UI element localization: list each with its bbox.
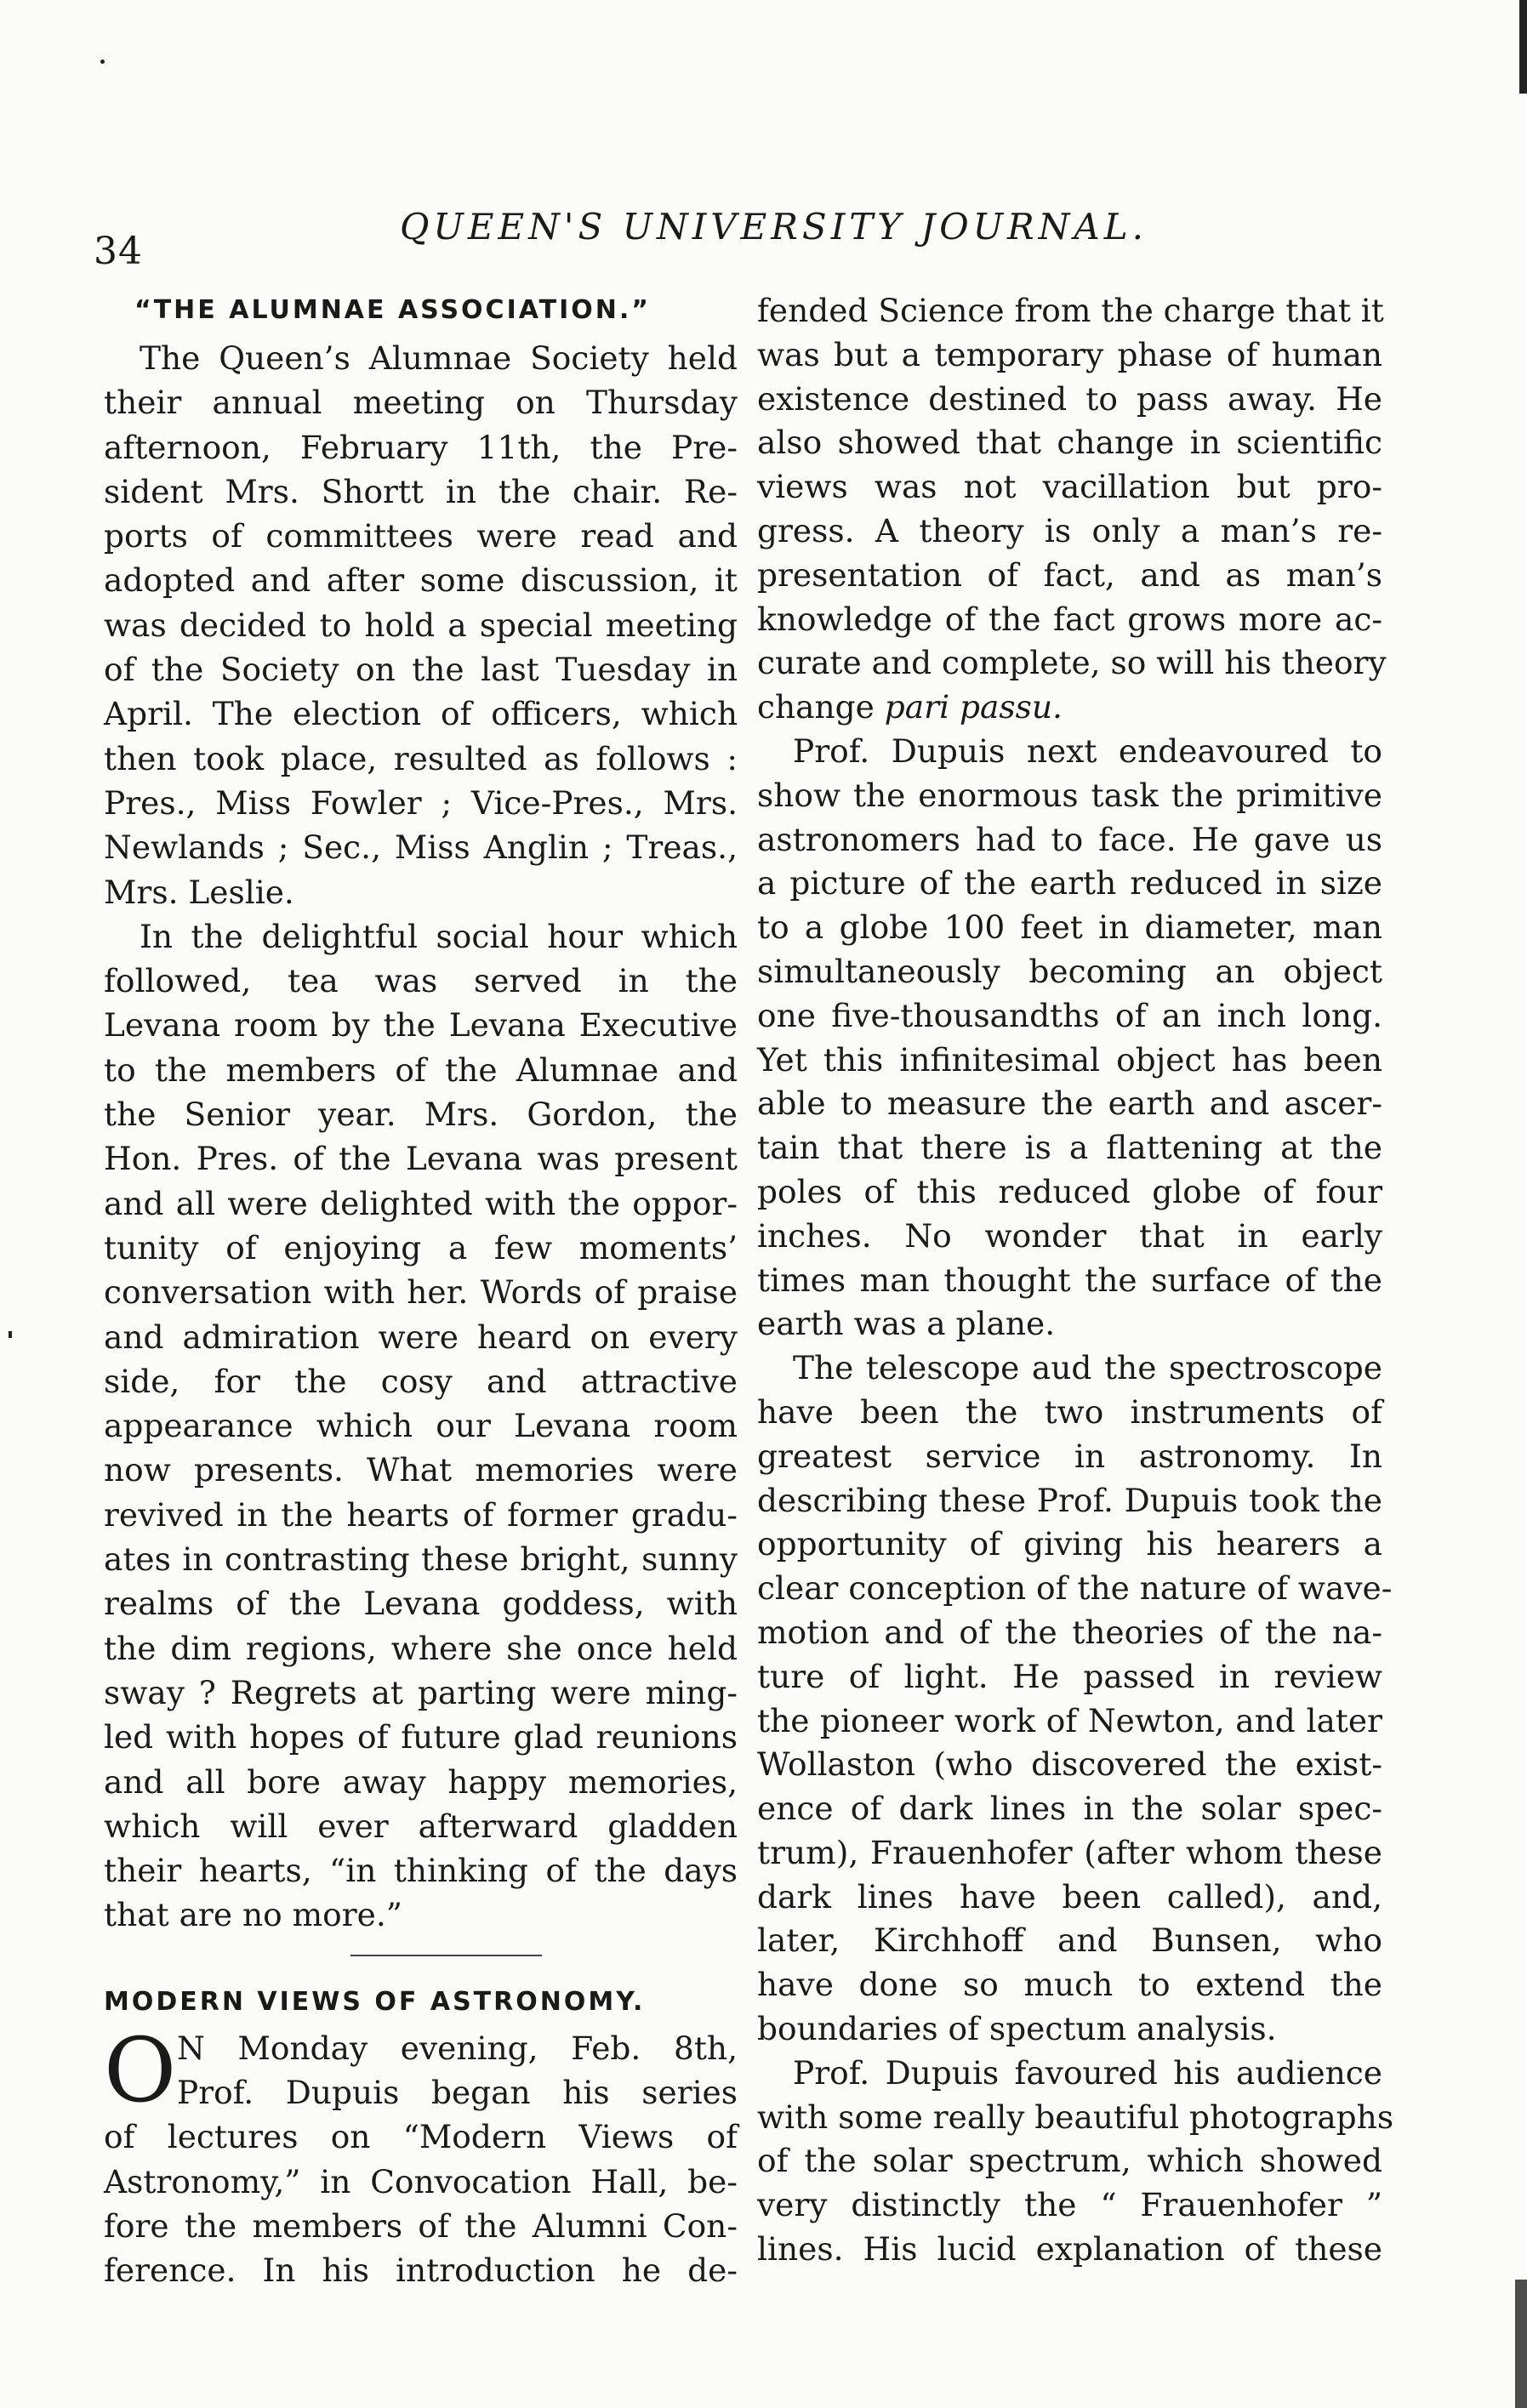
text-line: tunity of enjoying a few moments’	[104, 1228, 738, 1267]
text-line: fended Science from the charge that it	[757, 292, 1384, 329]
text-line: the Senior year. Mrs. Gordon, the	[104, 1096, 738, 1134]
text-line: poles of this reduced globe of four	[757, 1172, 1382, 1210]
text-line: tain that there is a flattening at the	[757, 1129, 1382, 1167]
text-line: followed, tea was served in the	[104, 962, 738, 1000]
text-line: trum), Frauenhofer (after whom these	[757, 1833, 1382, 1871]
text-line: fore the members of the Alumni Con-	[104, 2206, 738, 2245]
text-line: very distinctly the “ Frauenhofer ”	[757, 2186, 1382, 2224]
scan-speck	[100, 60, 105, 64]
text-line: Prof. Dupuis next endeavoured to	[793, 732, 1382, 770]
text-line: curate and complete, so will his theory	[757, 644, 1387, 682]
text-line: presentation of fact, and as man’s	[757, 555, 1382, 594]
text-line: adopted and after some discussion, it	[104, 561, 738, 600]
text-line: simultaneously becoming an object	[757, 952, 1382, 990]
text-line: times man thought the surface of the	[757, 1261, 1382, 1299]
text-line: Hon. Pres. of the Levana was present	[104, 1140, 738, 1178]
text-line: sway ? Regrets at parting were ming-	[104, 1673, 738, 1711]
text-line: was but a temporary phase of human	[757, 335, 1382, 373]
text-line: of the solar spectrum, which showed	[757, 2142, 1382, 2180]
text-line: ports of committees were read and	[104, 517, 738, 555]
text-line: and all bore away happy memories,	[104, 1762, 738, 1801]
left-column	[104, 293, 738, 2292]
text-line: Levana room by the Levana Executive	[104, 1006, 738, 1045]
text-line: conversation with her. Words of praise	[104, 1273, 738, 1312]
text-line: Prof. Dupuis favoured his audience	[793, 2053, 1382, 2092]
section-divider	[350, 1955, 542, 1956]
text-line: Yet this infinitesimal object has been	[757, 1040, 1382, 1079]
text-line: their annual meeting on Thursday	[104, 384, 738, 422]
text-line: able to measure the earth and ascer-	[757, 1084, 1382, 1123]
text-line: to a globe 100 feet in diameter, man	[757, 908, 1382, 947]
text-line: inches. No wonder that in early	[757, 1216, 1382, 1255]
italic-phrase: pari passu.	[884, 688, 1063, 726]
text-line: side, for the cosy and attractive	[104, 1362, 738, 1400]
text-line: Prof. Dupuis began his series	[177, 2073, 738, 2111]
text-line: a picture of the earth reduced in size	[757, 864, 1382, 902]
text-line: have done so much to extend the	[757, 1966, 1382, 2004]
scan-edge-mark	[1519, 0, 1527, 94]
right-column	[757, 289, 1394, 2272]
text-line: which will ever afterward gladden	[104, 1807, 738, 1845]
text-line: also showed that change in scientific	[757, 424, 1382, 462]
text-line: ference. In his introduction he de-	[104, 2251, 738, 2290]
text-line: ture of light. He passed in review	[757, 1657, 1382, 1695]
text-line: ates in contrasting these bright, sunny	[104, 1540, 738, 1579]
text-line: N Monday evening, Feb. 8th,	[177, 2029, 738, 2067]
text-line: gress. A theory is only a man’s re-	[757, 511, 1382, 549]
text-line: ence of dark lines in the solar spec-	[757, 1790, 1382, 1828]
text-line: motion and of the theories of the na-	[757, 1613, 1382, 1651]
text-line: Astronomy,” in Convocation Hall, be-	[104, 2162, 738, 2200]
text-line: views was not vacillation but pro-	[757, 468, 1382, 506]
text-line: Pres., Miss Fowler ; Vice-Pres., Mrs.	[104, 783, 738, 822]
text-line: April. The election of officers, which	[104, 695, 738, 733]
text-line: and all were delighted with the oppor-	[104, 1184, 738, 1222]
dropcap-paragraph	[104, 2018, 738, 2293]
text-fragment: change	[757, 688, 885, 726]
text-line: one five-thousandths of an inch long.	[757, 996, 1382, 1034]
text-line: appearance which our Levana room	[104, 1407, 738, 1445]
running-head: QUEEN'S UNIVERSITY JOURNAL.	[400, 206, 1148, 248]
text-line: realms of the Levana goddess, with	[104, 1585, 738, 1623]
text-line: the dim regions, where she once held	[104, 1629, 738, 1667]
text-line: The Queen’s Alumnae Society held	[140, 339, 738, 377]
text-line: knowledge of the fact grows more ac-	[757, 600, 1382, 638]
text-line: lines. His lucid explanation of these	[757, 2230, 1382, 2269]
text-line: then took place, resulted as follows :	[104, 739, 738, 777]
text-line: opportunity of giving his hearers a	[757, 1525, 1382, 1563]
text-line: dark lines have been called), and,	[757, 1877, 1382, 1916]
text-line: and admiration were heard on every	[104, 1318, 738, 1356]
scan-edge-mark	[1515, 2280, 1527, 2408]
text-line: Newlands ; Sec., Miss Anglin ; Treas.,	[104, 828, 738, 867]
text-line: of lectures on “Modern Views of	[104, 2118, 738, 2156]
text-line: clear conception of the nature of wave-	[757, 1569, 1393, 1608]
text-line: revived in the hearts of former gradu-	[104, 1495, 738, 1534]
text-line: show the enormous task the primitive	[757, 776, 1382, 814]
text-line: now presents. What memories were	[104, 1451, 738, 1489]
text-line: the pioneer work of Newton, and later	[757, 1701, 1382, 1739]
text-line: boundaries of spectum analysis.	[757, 2010, 1277, 2048]
text-line: with some really beautiful photographs	[757, 2098, 1394, 2136]
text-line: Wollaston (who discovered the exist-	[757, 1745, 1382, 1784]
text-line: earth was a plane.	[757, 1305, 1056, 1343]
text-line: The telescope aud the spectroscope	[793, 1349, 1382, 1387]
text-line: was decided to hold a special meeting	[104, 606, 738, 644]
article-heading-astronomy: MODERN VIEWS OF ASTRONOMY.	[104, 1986, 646, 2017]
text-line: to the members of the Alumnae and	[104, 1050, 738, 1089]
text-line: existence destined to pass away. He	[757, 379, 1382, 418]
text-line: describing these Prof. Dupuis took the	[757, 1481, 1382, 1519]
text-line: of the Society on the last Tuesday in	[104, 651, 738, 689]
text-line: astronomers had to face. He gave us	[757, 820, 1382, 858]
text-line: led with hopes of future glad reunions	[104, 1718, 738, 1756]
drop-cap: O	[104, 2018, 177, 2122]
text-line: afternoon, February 11th, the Pre-	[104, 428, 738, 466]
text-line: have been the two instruments of	[757, 1392, 1382, 1431]
text-line: their hearts, “in thinking of the days	[104, 1852, 738, 1890]
article-heading-alumnae: “THE ALUMNAE ASSOCIATION.”	[134, 295, 651, 325]
text-line	[757, 686, 1382, 730]
page-number: 34	[94, 230, 143, 273]
scan-speck	[9, 1331, 12, 1338]
text-line: Mrs. Leslie.	[104, 873, 294, 911]
text-line: later, Kirchhoff and Bunsen, who	[757, 1921, 1382, 1960]
text-line: sident Mrs. Shortt in the chair. Re-	[104, 472, 738, 510]
text-line: In the delightful social hour which	[140, 917, 738, 955]
text-line: greatest service in astronomy. In	[757, 1437, 1382, 1475]
text-line: that are no more.”	[104, 1896, 402, 1934]
